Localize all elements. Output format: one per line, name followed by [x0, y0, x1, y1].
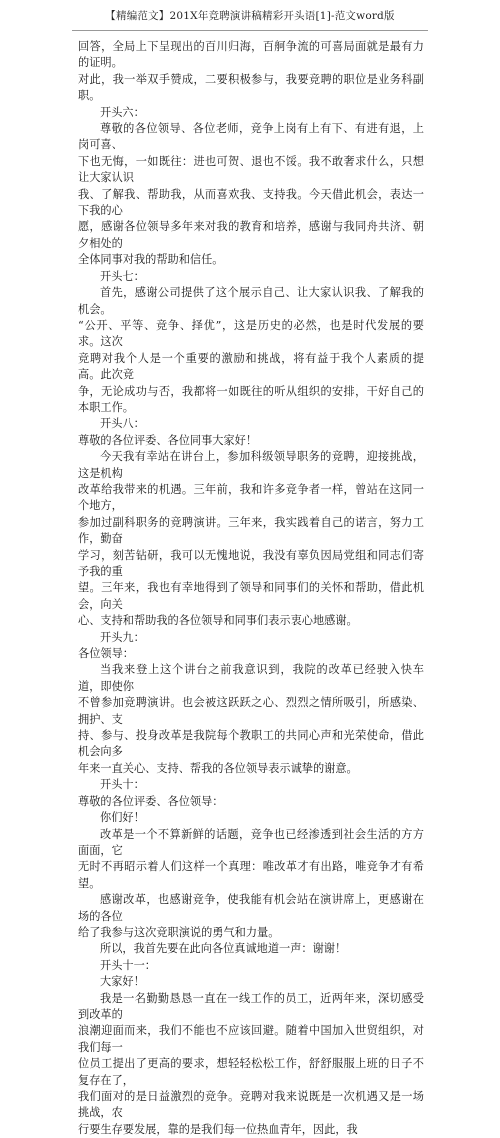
text-line: 开头七： — [100, 269, 145, 283]
text-line: 尊敬的各位评委、各位领导： — [78, 794, 224, 808]
text-line: 心、支持和帮助我的各位领导和同事们表示衷心地感谢。 — [78, 614, 358, 628]
text-line: 开头八： — [100, 417, 145, 431]
text-line: “公开、平等、竞争、择优”，这是历史的必然，也是时代发展的要求。这次 — [78, 318, 424, 349]
text-line: 大家好！ — [100, 975, 145, 989]
text-line: 首先，感谢公司提供了这个展示自己、让大家认识我、了解我的机会。 — [78, 286, 424, 316]
text-line: 对此，我一举双手赞成，二要积极参与，我要竞聘的职位是业务科副职。 — [78, 72, 424, 103]
text-line: 行要生存要发展，靠的是我们每一位热血青年，因此，我 — [78, 1122, 358, 1136]
text-line: 愿，感谢各位领导多年来对我的教育和培养，感谢与我同舟共济、朝夕相处的 — [78, 220, 424, 250]
text-line: 当我来登上这个讲台之前我意识到，我院的改革已经驶入快车道，即使你 — [78, 663, 424, 693]
text-line: 下也无悔，一如既往：进也可贺、退也不馁。我不敢奢求什么，只想让大家认识 — [78, 154, 424, 185]
text-line: 开头十： — [100, 778, 145, 792]
text-line: 尊敬的各位领导、各位老师，竞争上岗有上有下、有进有退，上岗可喜、 — [78, 122, 424, 152]
header-divider — [72, 30, 428, 31]
text-line: 给了我参与这次竞职演说的勇气和力量。 — [78, 925, 280, 939]
text-line: 你们好！ — [100, 811, 145, 825]
text-line: 参加过副科职务的竞聘演讲。三年来，我实践着自己的诺言，努力工作，勤奋 — [78, 515, 424, 546]
text-line: 开头九： — [100, 630, 145, 644]
text-line: 争，无论成功与否，我都将一如既往的听从组织的安排，干好自己的本职工作。 — [78, 384, 424, 414]
text-line: 我是一名勤勤恳恳一直在一线工作的员工，近两年来，深切感受到改革的 — [78, 991, 424, 1021]
text-line: 回答，全局上下呈现出的百川归海，百舸争流的可喜局面就是最有力的证明。 — [78, 40, 424, 70]
text-line: 持、参与、投身改革是我院每个教职工的共同心声和光荣使命，借此机会向多 — [78, 729, 424, 759]
text-line: 今天我有幸站在讲台上，参加科级领导职务的竞聘，迎接挑战，这是机构 — [78, 450, 424, 480]
document-title: 【精编范文】201X年竞聘演讲稿精彩开头语[1]-范文word版 — [105, 9, 395, 22]
text-line: 学习，刻苦钻研，我可以无愧地说，我没有辜负因局党组和同志们寄予我的重 — [78, 548, 424, 578]
text-line: 所以，我首先要在此向各位真诚地道一声：谢谢！ — [100, 942, 347, 956]
text-line: 全体同事对我的帮助和信任。 — [78, 253, 224, 267]
text-line: 感谢改革，也感谢竞争，使我能有机会站在演讲席上，更感谢在场的各位 — [78, 893, 424, 923]
document-body — [78, 39, 424, 1138]
text-line: 望。三年来，我也有幸地得到了领导和同事们的关怀和帮助，借此机会，向关 — [78, 581, 424, 611]
text-line: 开头十一： — [100, 958, 156, 972]
text-line: 改革是一个不算新鲜的话题，竞争也已经渗透到社会生活的方方面面，它 — [78, 827, 424, 857]
text-line: 开头六： — [100, 105, 145, 119]
text-line: 各位领导： — [78, 647, 134, 661]
text-line: 竞聘对我个人是一个重要的激励和挑战，将有益于我个人素质的提高。此次竞 — [78, 351, 424, 382]
text-line: 无时不再昭示着人们这样一个真理：唯改革才有出路，唯竞争才有希望。 — [78, 860, 424, 890]
text-line: 我、了解我、帮助我，从而喜欢我、支持我。今天借此机会，表达一下我的心 — [78, 187, 424, 218]
text-line: 改革给我带来的机遇。三年前，我和许多竞争者一样，曾站在这同一个地方， — [78, 482, 424, 513]
text-line: 不曾参加竞聘演讲。也会被这跃跃之心、烈烈之情所吸引，所感染、拥护、支 — [78, 696, 424, 726]
page-header — [0, 0, 500, 30]
text-line: 尊敬的各位评委、各位同事大家好！ — [78, 433, 258, 447]
text-line: 位员工提出了更高的要求，想轻轻松松工作，舒舒服服上班的日子不复存在了， — [78, 1057, 424, 1087]
text-line: 年来一直关心、支持、帮我的各位领导表示诚挚的谢意。 — [78, 761, 358, 775]
text-line: 浪潮迎面而来，我们不能也不应该回避。随着中国加入世贸组织，对我们每一 — [78, 1024, 424, 1054]
text-line: 我们面对的是日益激烈的竞争。竞聘对我来说既是一次机遇又是一场挑战，农 — [78, 1090, 424, 1120]
